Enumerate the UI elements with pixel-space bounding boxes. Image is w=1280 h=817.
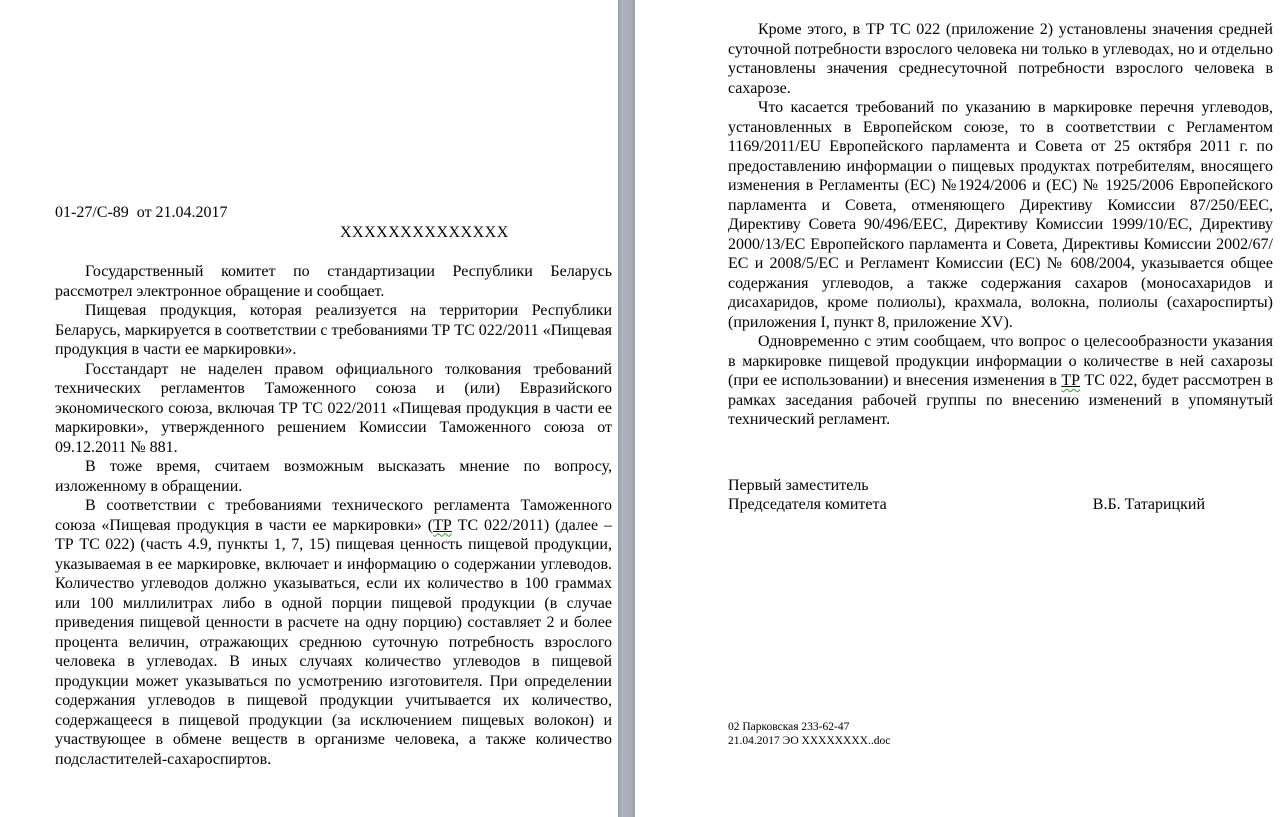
spellcheck-squiggle: ТР bbox=[1061, 372, 1080, 389]
reference-number-line: 01-27/С-89 от 21.04.2017 bbox=[55, 204, 228, 221]
page-1 bbox=[0, 0, 618, 817]
paragraph: В соответствии с требованиями технического регламента Таможенного союза «Пищевая продукция в части ее маркировки» (ТР ТС 022/2011) (далее – ТР ТС 022) (часть 4.9, пункты 1, 7, 15) пищевая ценность пищевой продукции, указываемая в ее маркировке, включает и информацию о содержании углеводов. Количество углеводов должно указываться, если их количество в 100 граммах или 100 миллилитрах либо в одной порции пищевой продукции (в случае приведения пищевой ценности в расчете на одну порцию) составляет 2 и более процента величин, отражающих среднюю суточную потребность взрослого человека в углеводах. В иных случаях количество углеводов в пищевой продукции может указываться по усмотрению изготовителя. При определении содержания углеводов в пищевой продукции учитывается их количество, содержащееся в пищевой продукции (за исключением пищевых волокон) и участвующее в обмене веществ в организме человека, а также количество подсластителей-сахароспиртов. bbox=[55, 497, 612, 768]
signature-position-line-1: Первый заместитель bbox=[728, 476, 869, 494]
footer-contact-line: 02 Парковская 233-62-47 bbox=[728, 721, 850, 733]
paragraph: В тоже время, считаем возможным высказать мнение по вопросу, изложенному в обращении. bbox=[55, 458, 612, 495]
footer-filename-line: 21.04.2017 ЭО ХХХХХХХХ..doc bbox=[728, 734, 891, 747]
spellcheck-squiggle: ТР bbox=[433, 516, 452, 534]
underlined-term bbox=[1061, 372, 1080, 389]
page-divider bbox=[618, 0, 635, 817]
signature-block bbox=[728, 476, 1273, 515]
paragraph: Одновременно с этим сообщаем, что вопрос о целесообразности указания в маркировке пищевой продукции информации о количестве в ней сахарозы (при ее использовании) и внесения изменения в ТР ТС 022, будет рассмотрен в рамках заседания рабочей группы по внесению изменений в упомянутый технический регламент. bbox=[728, 333, 1273, 428]
paragraph: Что касается требований по указанию в маркировке перечня углеводов, установленных в Европейском союзе, то в соответствии с Регламентом 1169/2011/EU Европейского парламента и Совета от 25 октября 2011 г. по предоставлению информации о пищевых продуктах потребителям, вносящего изменения в Регламенты (ЕС) №1924/2006 и (ЕС) № 1925/2006 Европейского парламента и Совета, отменяющего Директиву Комиссии 87/250/ЕЕС, Директиву Совета 90/496/ЕЕС, Директиву Комиссии 1999/10/ЕС, Директиву 2000/13/ЕС Европейского парламента и Совета, Директивы Комиссии 2002/67/ЕС и 2008/5/ЕС и Регламент Комиссии (ЕС) № 608/2004, указывается общее содержания углеводов, а также содержания сахаров (моносахаридов и дисахаридов, кроме полиолы), крахмала, волокна, полиолы (сахароспирты) (приложения I, пункт 8, приложение XV). bbox=[728, 99, 1273, 331]
paragraph: Госстандарт не наделен правом официального толкования требований технических регламентов Таможенного союза и (или) Евразийского экономического союза, включая ТР ТС 022/2011 «Пищевая продукция в части ее маркировки», утвержденного решением Комиссии Таможенного союза от 09.12.2011 № 881. bbox=[55, 360, 612, 456]
document-footer bbox=[728, 721, 890, 748]
page-2 bbox=[635, 0, 1280, 817]
signature-position-line-2: Председателя комитета bbox=[728, 496, 887, 513]
page-1-body bbox=[55, 262, 612, 769]
paragraph: Кроме этого, в ТР ТС 022 (приложение 2) установлены значения средней суточной потребности взрослого человека ни только в углеводах, но и отдельно установлены значения среднесуточной потребности взрослого человека в сахарозе. bbox=[728, 21, 1273, 97]
addressee-placeholder: ХХХХХХХХХХХХХХ bbox=[340, 223, 509, 241]
page-2-body bbox=[728, 20, 1273, 430]
signature-name: В.Б. Татарицкий bbox=[1092, 496, 1205, 513]
paragraph: Государственный комитет по стандартизации Республики Беларусь рассмотрел электронное обращение и сообщает. bbox=[55, 263, 612, 300]
underlined-term bbox=[433, 517, 452, 534]
paragraph: Пищевая продукция, которая реализуется на территории Республики Беларусь, маркируется в соответствии с требованиями ТР ТС 022/2011 «Пищевая продукция в части ее маркировки». bbox=[55, 302, 612, 358]
